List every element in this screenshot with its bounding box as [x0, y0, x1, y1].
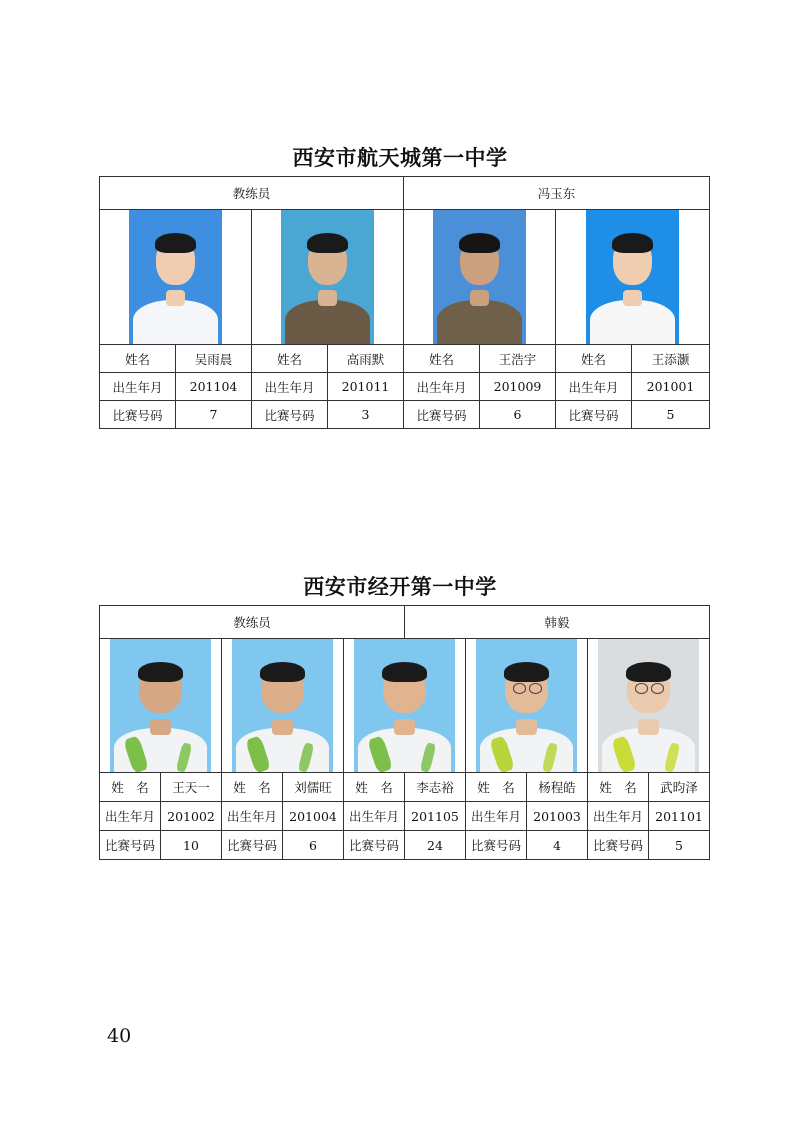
glasses-left: [513, 683, 527, 694]
player-photo: [476, 639, 577, 772]
player-birth: 201011: [328, 373, 404, 401]
player-name: 王天一: [161, 773, 222, 802]
player-photo-cell: [222, 639, 344, 773]
hair: [612, 233, 653, 253]
coach-name: 冯玉东: [404, 177, 710, 210]
birth-label: 出生年月: [588, 802, 649, 831]
player-number: 6: [283, 831, 344, 860]
number-label: 比赛号码: [588, 831, 649, 860]
player-photo: [598, 639, 699, 772]
neck: [318, 290, 337, 306]
neck: [516, 719, 536, 735]
hair: [382, 662, 427, 682]
player-name: 王添灏: [632, 345, 710, 373]
hair: [307, 233, 348, 253]
number-label: 比赛号码: [100, 401, 176, 429]
name-label: 姓名: [252, 345, 328, 373]
birth-label: 出生年月: [222, 802, 283, 831]
player-number: 5: [649, 831, 710, 860]
player-birth: 201101: [649, 802, 710, 831]
player-birth: 201004: [283, 802, 344, 831]
number-label: 比赛号码: [100, 831, 161, 860]
neck: [394, 719, 414, 735]
player-number: 3: [328, 401, 404, 429]
neck: [166, 290, 185, 306]
player-photo-cell: [100, 639, 222, 773]
shirt: [437, 300, 523, 344]
hair: [626, 662, 671, 682]
coach-label: 教练员: [100, 177, 404, 210]
neck: [272, 719, 292, 735]
birth-label: 出生年月: [100, 802, 161, 831]
school-title: 西安市经开第一中学: [303, 574, 497, 599]
number-label: 比赛号码: [556, 401, 632, 429]
player-name: 刘儒旺: [283, 773, 344, 802]
number-label: 比赛号码: [222, 831, 283, 860]
player-birth: 201009: [480, 373, 556, 401]
player-photo: [110, 639, 211, 772]
player-number: 4: [527, 831, 588, 860]
neck: [150, 719, 170, 735]
player-photo-cell: [344, 639, 466, 773]
player-name: 王浩宇: [480, 345, 556, 373]
player-name: 武昀泽: [649, 773, 710, 802]
hair: [260, 662, 305, 682]
player-name: 吴雨晨: [176, 345, 252, 373]
player-photo: [586, 210, 679, 344]
glasses-right: [529, 683, 543, 694]
player-photo-cell: [466, 639, 588, 773]
player-birth: 201002: [161, 802, 222, 831]
player-number: 7: [176, 401, 252, 429]
player-photo-cell: [404, 210, 556, 345]
hair: [459, 233, 500, 253]
neck: [623, 290, 642, 306]
birth-label: 出生年月: [404, 373, 480, 401]
player-number: 24: [405, 831, 466, 860]
player-birth: 201105: [405, 802, 466, 831]
school-title: 西安市航天城第一中学: [292, 145, 508, 170]
player-photo-cell: [252, 210, 404, 345]
number-label: 比赛号码: [466, 831, 527, 860]
coach-name: 韩毅: [405, 606, 710, 639]
player-photo-cell: [588, 639, 710, 773]
name-label: 姓 名: [100, 773, 161, 802]
player-birth: 201003: [527, 802, 588, 831]
neck: [470, 290, 489, 306]
player-number: 10: [161, 831, 222, 860]
player-name: 高雨默: [328, 345, 404, 373]
neck: [638, 719, 658, 735]
player-photo: [281, 210, 374, 344]
name-label: 姓 名: [588, 773, 649, 802]
number-label: 比赛号码: [404, 401, 480, 429]
player-photo: [129, 210, 222, 344]
player-photo: [232, 639, 333, 772]
hair: [504, 662, 549, 682]
name-label: 姓 名: [344, 773, 405, 802]
roster-table: [99, 605, 710, 860]
birth-label: 出生年月: [466, 802, 527, 831]
page-number: 40: [107, 1025, 132, 1047]
shirt: [285, 300, 371, 344]
roster-table: [99, 176, 710, 429]
player-name: 李志裕: [405, 773, 466, 802]
name-label: 姓名: [404, 345, 480, 373]
hair: [138, 662, 183, 682]
number-label: 比赛号码: [344, 831, 405, 860]
coach-label: 教练员: [100, 606, 405, 639]
shirt: [133, 300, 219, 344]
shirt: [590, 300, 676, 344]
name-label: 姓 名: [222, 773, 283, 802]
hair: [155, 233, 196, 253]
player-photo: [433, 210, 526, 344]
player-photo: [354, 639, 455, 772]
player-number: 5: [632, 401, 710, 429]
player-photo-cell: [556, 210, 710, 345]
birth-label: 出生年月: [556, 373, 632, 401]
birth-label: 出生年月: [344, 802, 405, 831]
number-label: 比赛号码: [252, 401, 328, 429]
player-name: 杨程皓: [527, 773, 588, 802]
name-label: 姓 名: [466, 773, 527, 802]
player-birth: 201104: [176, 373, 252, 401]
player-birth: 201001: [632, 373, 710, 401]
glasses-left: [635, 683, 649, 694]
birth-label: 出生年月: [252, 373, 328, 401]
name-label: 姓名: [100, 345, 176, 373]
player-number: 6: [480, 401, 556, 429]
name-label: 姓名: [556, 345, 632, 373]
birth-label: 出生年月: [100, 373, 176, 401]
player-photo-cell: [100, 210, 252, 345]
glasses-right: [651, 683, 665, 694]
